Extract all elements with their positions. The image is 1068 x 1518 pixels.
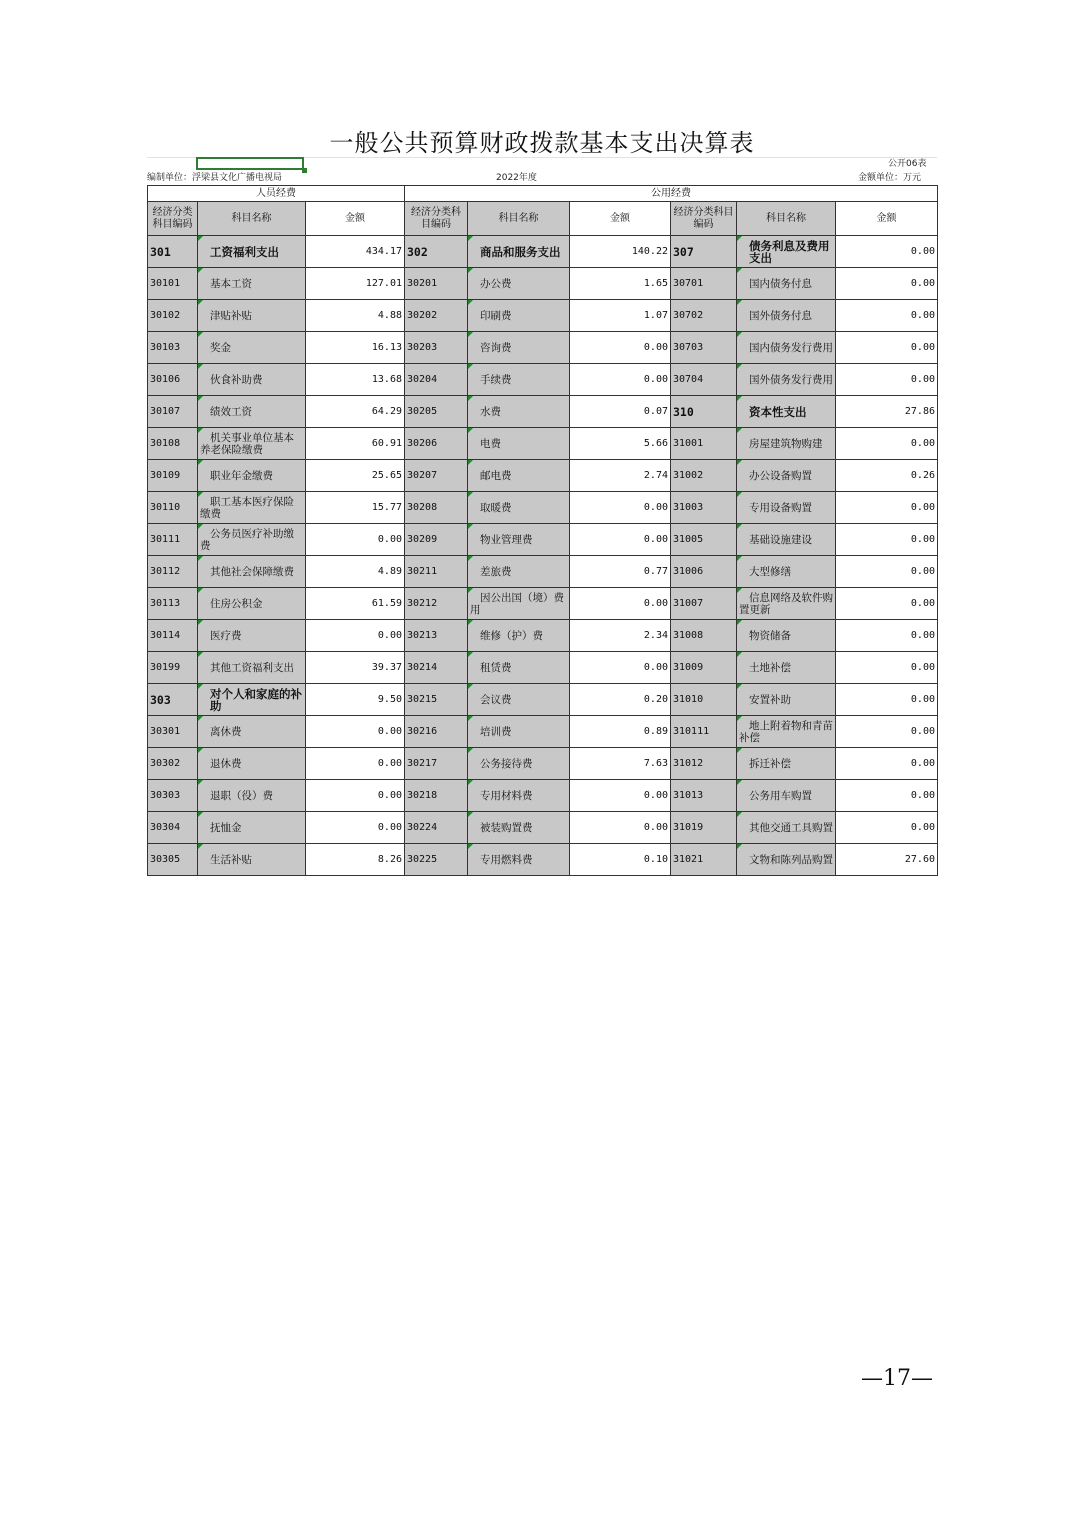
col-header-code: 经济分类科目编码 xyxy=(671,202,737,236)
amount-unit: 金额单位：万元 xyxy=(858,173,922,183)
amount-cell: 0.00 xyxy=(306,780,405,812)
economic-code-cell: 307 xyxy=(671,236,737,268)
table-row xyxy=(148,620,938,652)
item-name-cell: 其他社会保障缴费 xyxy=(198,556,306,588)
col-header-name: 科目名称 xyxy=(468,202,570,236)
item-name-cell: 机关事业单位基本养老保险缴费 xyxy=(198,428,306,460)
economic-code-cell: 30704 xyxy=(671,364,737,396)
amount-cell: 0.00 xyxy=(306,620,405,652)
amount-cell: 0.00 xyxy=(570,492,671,524)
amount-cell: 25.65 xyxy=(306,460,405,492)
table-row xyxy=(148,812,938,844)
amount-cell: 61.59 xyxy=(306,588,405,620)
item-name-cell: 生活补贴 xyxy=(198,844,306,876)
economic-code-cell: 30201 xyxy=(405,268,468,300)
item-name-cell: 专用设备购置 xyxy=(737,492,836,524)
economic-code-cell: 30106 xyxy=(148,364,198,396)
item-name-cell: 信息网络及软件购置更新 xyxy=(737,588,836,620)
economic-code-cell: 302 xyxy=(405,236,468,268)
economic-code-cell: 30303 xyxy=(148,780,198,812)
table-row xyxy=(148,492,938,524)
item-name-cell: 办公设备购置 xyxy=(737,460,836,492)
item-name-cell: 因公出国（境）费用 xyxy=(468,588,570,620)
amount-cell: 127.01 xyxy=(306,268,405,300)
economic-code-cell: 30204 xyxy=(405,364,468,396)
amount-cell: 0.00 xyxy=(836,268,938,300)
amount-cell: 4.88 xyxy=(306,300,405,332)
item-name-cell: 物资储备 xyxy=(737,620,836,652)
item-name-cell: 手续费 xyxy=(468,364,570,396)
item-name-cell: 国内债务发行费用 xyxy=(737,332,836,364)
amount-cell: 0.00 xyxy=(836,524,938,556)
amount-cell: 64.29 xyxy=(306,396,405,428)
item-name-cell: 绩效工资 xyxy=(198,396,306,428)
table-row xyxy=(148,716,938,748)
item-name-cell: 办公费 xyxy=(468,268,570,300)
amount-cell: 13.68 xyxy=(306,364,405,396)
amount-cell: 9.50 xyxy=(306,684,405,716)
economic-code-cell: 30203 xyxy=(405,332,468,364)
item-name-cell: 其他工资福利支出 xyxy=(198,652,306,684)
item-name-cell: 津贴补贴 xyxy=(198,300,306,332)
amount-cell: 39.37 xyxy=(306,652,405,684)
economic-code-cell: 30112 xyxy=(148,556,198,588)
economic-code-cell: 310111 xyxy=(671,716,737,748)
item-name-cell: 印刷费 xyxy=(468,300,570,332)
economic-code-cell: 301 xyxy=(148,236,198,268)
economic-code-cell: 30225 xyxy=(405,844,468,876)
economic-code-cell: 30224 xyxy=(405,812,468,844)
amount-cell: 2.34 xyxy=(570,620,671,652)
table-row xyxy=(148,268,938,300)
col-header-amount: 金额 xyxy=(836,202,938,236)
item-name-cell: 公务用车购置 xyxy=(737,780,836,812)
group-public: 公用经费 xyxy=(405,186,938,202)
amount-cell: 0.00 xyxy=(836,588,938,620)
amount-cell: 1.65 xyxy=(570,268,671,300)
table-row xyxy=(148,332,938,364)
item-name-cell: 维修（护）费 xyxy=(468,620,570,652)
item-name-cell: 土地补偿 xyxy=(737,652,836,684)
amount-cell: 0.00 xyxy=(570,524,671,556)
economic-code-cell: 310 xyxy=(671,396,737,428)
economic-code-cell: 30110 xyxy=(148,492,198,524)
item-name-cell: 国外债务发行费用 xyxy=(737,364,836,396)
item-name-cell: 拆迁补偿 xyxy=(737,748,836,780)
economic-code-cell: 30109 xyxy=(148,460,198,492)
amount-cell: 0.00 xyxy=(570,652,671,684)
amount-cell: 0.00 xyxy=(836,364,938,396)
amount-cell: 0.00 xyxy=(836,492,938,524)
economic-code-cell: 30302 xyxy=(148,748,198,780)
table-row xyxy=(148,364,938,396)
item-name-cell: 专用材料费 xyxy=(468,780,570,812)
amount-cell: 0.07 xyxy=(570,396,671,428)
page-number: —17— xyxy=(861,1366,933,1391)
amount-cell: 0.00 xyxy=(836,684,938,716)
item-name-cell: 债务利息及费用支出 xyxy=(737,236,836,268)
item-name-cell: 租赁费 xyxy=(468,652,570,684)
item-name-cell: 奖金 xyxy=(198,332,306,364)
economic-code-cell: 30111 xyxy=(148,524,198,556)
item-name-cell: 取暖费 xyxy=(468,492,570,524)
amount-cell: 0.26 xyxy=(836,460,938,492)
group-personnel: 人员经费 xyxy=(148,186,405,202)
amount-cell: 140.22 xyxy=(570,236,671,268)
economic-code-cell: 30209 xyxy=(405,524,468,556)
amount-cell: 0.20 xyxy=(570,684,671,716)
amount-cell: 0.00 xyxy=(570,812,671,844)
item-name-cell: 商品和服务支出 xyxy=(468,236,570,268)
amount-cell: 0.00 xyxy=(570,780,671,812)
table-row xyxy=(148,844,938,876)
item-name-cell: 国内债务付息 xyxy=(737,268,836,300)
item-name-cell: 差旅费 xyxy=(468,556,570,588)
economic-code-cell: 31013 xyxy=(671,780,737,812)
economic-code-cell: 31002 xyxy=(671,460,737,492)
economic-code-cell: 30206 xyxy=(405,428,468,460)
item-name-cell: 其他交通工具购置 xyxy=(737,812,836,844)
amount-cell: 0.00 xyxy=(836,812,938,844)
table-row xyxy=(148,748,938,780)
amount-cell: 0.00 xyxy=(306,812,405,844)
amount-cell: 0.00 xyxy=(570,588,671,620)
col-header-amount: 金额 xyxy=(570,202,671,236)
economic-code-cell: 31019 xyxy=(671,812,737,844)
economic-code-cell: 30703 xyxy=(671,332,737,364)
amount-cell: 4.89 xyxy=(306,556,405,588)
amount-cell: 0.00 xyxy=(306,748,405,780)
economic-code-cell: 31021 xyxy=(671,844,737,876)
amount-cell: 8.26 xyxy=(306,844,405,876)
table-row xyxy=(148,684,938,716)
item-name-cell: 住房公积金 xyxy=(198,588,306,620)
economic-code-cell: 303 xyxy=(148,684,198,716)
economic-code-cell: 30108 xyxy=(148,428,198,460)
fiscal-year: 2022年度 xyxy=(496,173,537,183)
table-row xyxy=(148,396,938,428)
item-name-cell: 职工基本医疗保险缴费 xyxy=(198,492,306,524)
item-name-cell: 安置补助 xyxy=(737,684,836,716)
amount-cell: 0.00 xyxy=(836,780,938,812)
economic-code-cell: 30199 xyxy=(148,652,198,684)
item-name-cell: 被装购置费 xyxy=(468,812,570,844)
amount-cell: 27.86 xyxy=(836,396,938,428)
item-name-cell: 地上附着物和青苗补偿 xyxy=(737,716,836,748)
table-row xyxy=(148,460,938,492)
item-name-cell: 电费 xyxy=(468,428,570,460)
group-header-row xyxy=(148,186,938,202)
amount-cell: 2.74 xyxy=(570,460,671,492)
item-name-cell: 咨询费 xyxy=(468,332,570,364)
table-row xyxy=(148,780,938,812)
col-header-code: 经济分类科目编码 xyxy=(148,202,198,236)
amount-cell: 60.91 xyxy=(306,428,405,460)
item-name-cell: 对个人和家庭的补助 xyxy=(198,684,306,716)
economic-code-cell: 30103 xyxy=(148,332,198,364)
table-row xyxy=(148,300,938,332)
economic-code-cell: 31008 xyxy=(671,620,737,652)
economic-code-cell: 31005 xyxy=(671,524,737,556)
economic-code-cell: 31007 xyxy=(671,588,737,620)
item-name-cell: 公务员医疗补助缴费 xyxy=(198,524,306,556)
item-name-cell: 退休费 xyxy=(198,748,306,780)
amount-cell: 0.00 xyxy=(306,524,405,556)
economic-code-cell: 30202 xyxy=(405,300,468,332)
fill-handle[interactable] xyxy=(302,168,307,173)
page-title: 一般公共预算财政拨款基本支出决算表 xyxy=(329,129,755,157)
item-name-cell: 房屋建筑物购建 xyxy=(737,428,836,460)
col-header-name: 科目名称 xyxy=(737,202,836,236)
amount-cell: 434.17 xyxy=(306,236,405,268)
amount-cell: 0.00 xyxy=(570,332,671,364)
economic-code-cell: 30214 xyxy=(405,652,468,684)
item-name-cell: 大型修缮 xyxy=(737,556,836,588)
amount-cell: 0.00 xyxy=(836,300,938,332)
economic-code-cell: 31003 xyxy=(671,492,737,524)
economic-code-cell: 30207 xyxy=(405,460,468,492)
economic-code-cell: 30101 xyxy=(148,268,198,300)
item-name-cell: 培训费 xyxy=(468,716,570,748)
item-name-cell: 专用燃料费 xyxy=(468,844,570,876)
economic-code-cell: 31012 xyxy=(671,748,737,780)
economic-code-cell: 30702 xyxy=(671,300,737,332)
amount-cell: 0.00 xyxy=(836,332,938,364)
economic-code-cell: 30218 xyxy=(405,780,468,812)
item-name-cell: 退职（役）费 xyxy=(198,780,306,812)
item-name-cell: 邮电费 xyxy=(468,460,570,492)
amount-cell: 1.07 xyxy=(570,300,671,332)
item-name-cell: 资本性支出 xyxy=(737,396,836,428)
economic-code-cell: 31009 xyxy=(671,652,737,684)
economic-code-cell: 30205 xyxy=(405,396,468,428)
item-name-cell: 职业年金缴费 xyxy=(198,460,306,492)
item-name-cell: 工资福利支出 xyxy=(198,236,306,268)
col-header-name: 科目名称 xyxy=(198,202,306,236)
economic-code-cell: 30212 xyxy=(405,588,468,620)
item-name-cell: 公务接待费 xyxy=(468,748,570,780)
item-name-cell: 抚恤金 xyxy=(198,812,306,844)
amount-cell: 5.66 xyxy=(570,428,671,460)
amount-cell: 0.00 xyxy=(836,716,938,748)
amount-cell: 0.10 xyxy=(570,844,671,876)
amount-cell: 0.00 xyxy=(836,236,938,268)
item-name-cell: 水费 xyxy=(468,396,570,428)
table-number: 公开06表 xyxy=(888,159,927,169)
economic-code-cell: 30208 xyxy=(405,492,468,524)
item-name-cell: 离休费 xyxy=(198,716,306,748)
amount-cell: 15.77 xyxy=(306,492,405,524)
economic-code-cell: 30107 xyxy=(148,396,198,428)
economic-code-cell: 30114 xyxy=(148,620,198,652)
amount-cell: 0.00 xyxy=(836,748,938,780)
amount-cell: 0.00 xyxy=(836,652,938,684)
economic-code-cell: 30701 xyxy=(671,268,737,300)
compiling-unit: 编制单位：浮梁县文化广播电视局 xyxy=(147,173,283,183)
item-name-cell: 物业管理费 xyxy=(468,524,570,556)
amount-cell: 0.00 xyxy=(836,620,938,652)
economic-code-cell: 30305 xyxy=(148,844,198,876)
item-name-cell: 会议费 xyxy=(468,684,570,716)
item-name-cell: 国外债务付息 xyxy=(737,300,836,332)
economic-code-cell: 31006 xyxy=(671,556,737,588)
amount-cell: 0.00 xyxy=(570,364,671,396)
economic-code-cell: 30216 xyxy=(405,716,468,748)
item-name-cell: 文物和陈列品购置 xyxy=(737,844,836,876)
economic-code-cell: 30211 xyxy=(405,556,468,588)
economic-code-cell: 30304 xyxy=(148,812,198,844)
item-name-cell: 基础设施建设 xyxy=(737,524,836,556)
table-row xyxy=(148,524,938,556)
item-name-cell: 基本工资 xyxy=(198,268,306,300)
col-header-amount: 金额 xyxy=(306,202,405,236)
amount-cell: 0.00 xyxy=(836,428,938,460)
selected-cell[interactable] xyxy=(196,157,304,170)
economic-code-cell: 30301 xyxy=(148,716,198,748)
amount-cell: 0.89 xyxy=(570,716,671,748)
table-row xyxy=(148,556,938,588)
item-name-cell: 伙食补助费 xyxy=(198,364,306,396)
amount-cell: 0.00 xyxy=(306,716,405,748)
expenditure-table xyxy=(147,185,938,876)
economic-code-cell: 31010 xyxy=(671,684,737,716)
table-row xyxy=(148,652,938,684)
economic-code-cell: 30102 xyxy=(148,300,198,332)
amount-cell: 16.13 xyxy=(306,332,405,364)
table-row xyxy=(148,588,938,620)
economic-code-cell: 30217 xyxy=(405,748,468,780)
economic-code-cell: 31001 xyxy=(671,428,737,460)
economic-code-cell: 30215 xyxy=(405,684,468,716)
table-row xyxy=(148,236,938,268)
amount-cell: 7.63 xyxy=(570,748,671,780)
column-header-row xyxy=(148,202,938,236)
economic-code-cell: 30213 xyxy=(405,620,468,652)
amount-cell: 0.77 xyxy=(570,556,671,588)
amount-cell: 27.60 xyxy=(836,844,938,876)
item-name-cell: 医疗费 xyxy=(198,620,306,652)
amount-cell: 0.00 xyxy=(836,556,938,588)
table-row xyxy=(148,428,938,460)
col-header-code: 经济分类科目编码 xyxy=(405,202,468,236)
economic-code-cell: 30113 xyxy=(148,588,198,620)
